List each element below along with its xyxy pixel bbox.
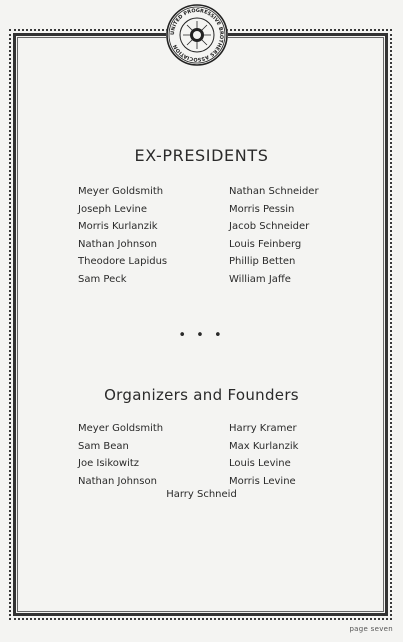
association-seal [166, 4, 228, 66]
organizers-left-column [78, 420, 163, 490]
ex-presidents-heading: EX-PRESIDENTS [134, 146, 269, 165]
list-item: William Jaffe [229, 273, 291, 285]
list-item: Meyer Goldsmith [78, 186, 164, 197]
section-separator: • • • [178, 328, 225, 343]
list-item: Max Kurlanzik [229, 440, 299, 452]
list-item: Sam Bean [78, 440, 129, 452]
list-item: Louis Levine [229, 458, 291, 469]
list-item: Morris Pessin [229, 203, 295, 215]
list-item: Joe Isikowitz [78, 458, 140, 469]
list-item: Morris Levine [229, 475, 296, 487]
organizers-right-column [229, 420, 298, 490]
list-item: Nathan Schneider [229, 186, 319, 197]
list-item: Nathan Johnson [78, 238, 157, 250]
seal-ring-text: UNITED PROGRESSIVE BROTHERS ASSOCIATION [169, 7, 225, 63]
list-item: Joseph Levine [78, 203, 148, 215]
list-item: Louis Feinberg [229, 238, 302, 250]
list-item: Theodore Lapidus [78, 256, 168, 267]
ex-presidents-right-column [229, 183, 319, 288]
organizers-heading: Organizers and Founders [104, 386, 299, 404]
list-item: Jacob Schneider [229, 221, 310, 232]
organizers-centered-name: Harry Schneid [166, 489, 237, 500]
list-item: Harry Kramer [229, 423, 297, 434]
list-item: Meyer Goldsmith [78, 423, 164, 434]
list-item: Phillip Betten [229, 256, 296, 267]
list-item: Nathan Johnson [78, 475, 157, 487]
ex-presidents-left-column [78, 183, 167, 288]
list-item: Morris Kurlanzik [78, 221, 158, 232]
list-item: Sam Peck [78, 273, 127, 285]
page-frame-inner [17, 37, 384, 612]
page-number: page seven [349, 625, 393, 633]
seal-icon [166, 4, 228, 66]
